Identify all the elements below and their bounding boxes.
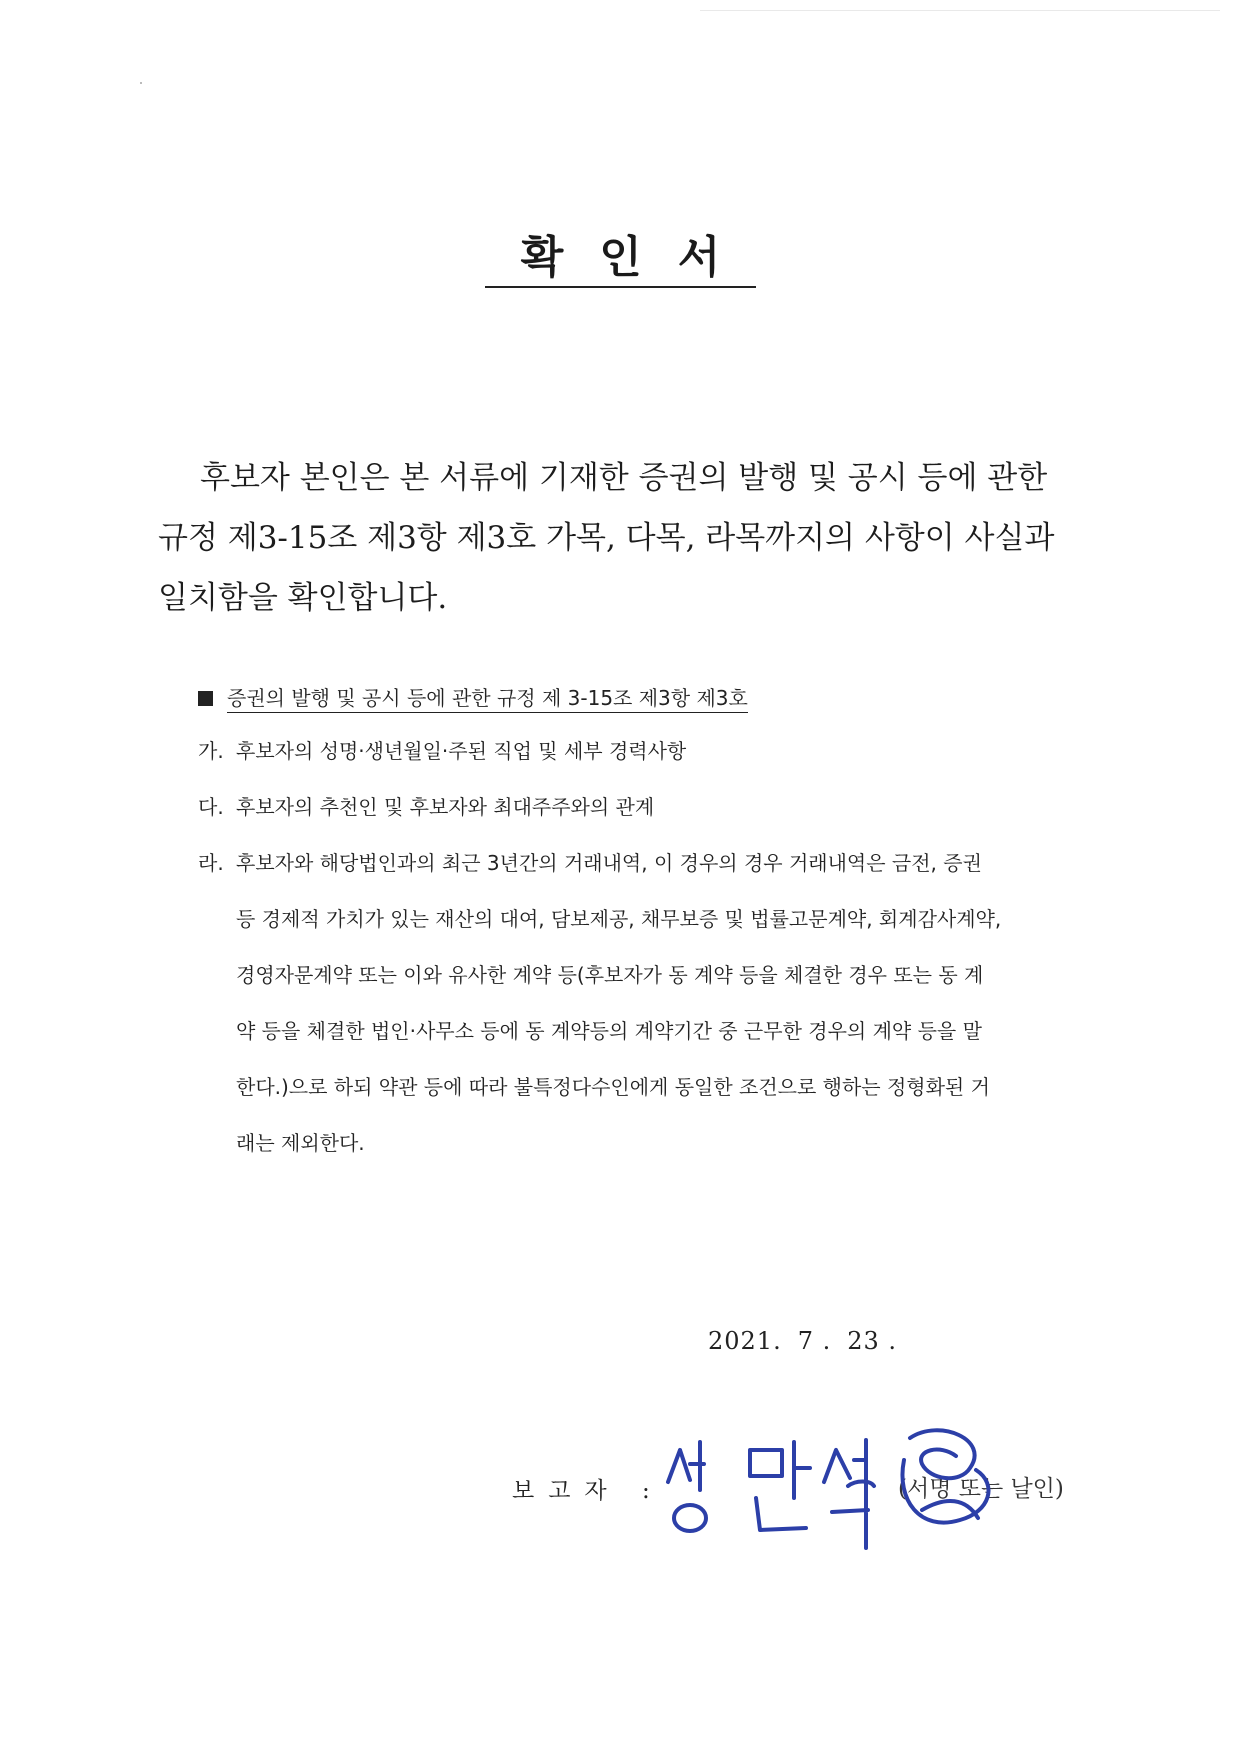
item-text: 후보자의 성명·생년월일·주된 직업 및 세부 경력사항	[236, 739, 687, 763]
item-marker: 가.	[198, 739, 224, 763]
title-text: 확인서	[485, 232, 757, 288]
item-text: 후보자와 해당법인과의 최근 3년간의 거래내역, 이 경우의 경우 거래내역은 금전, 증권	[236, 851, 982, 875]
handwritten-signature	[660, 1420, 1020, 1570]
signature-note: (서명 또는 날인)	[898, 1476, 1064, 1502]
regulation-heading	[198, 682, 748, 711]
item-marker: 다.	[198, 795, 224, 819]
item-ra-continuation-line: 경영자문계약 또는 이와 유사한 계약 등(후보자가 동 계약 등을 체결한 경우 또는 동 계	[236, 963, 984, 987]
signature-seal-scribble	[902, 1430, 988, 1522]
date-month: 7 .	[797, 1327, 832, 1355]
item-ra-continuation-line: 한다.)으로 하되 약관 등에 따라 불특정다수인에게 동일한 조건으로 행하는 정형화된 거	[236, 1075, 990, 1099]
signature-stroke	[750, 1442, 810, 1530]
document-title	[0, 232, 1241, 288]
list-item-ra	[198, 847, 982, 876]
regulation-heading-text: 증권의 발행 및 공시 등에 관한 규정 제 3-15조 제3항 제3호	[227, 686, 748, 713]
document-date	[708, 1327, 913, 1355]
date-day: 23 .	[847, 1327, 898, 1355]
item-ra-continuation-line: 등 경제적 가치가 있는 재산의 대여, 담보제공, 채무보증 및 법률고문계약, 회계감사계약,	[236, 907, 1002, 931]
paragraph-line-1: 후보자 본인은 본 서류에 기재한 증권의 발행 및 공시 등에 관한	[200, 460, 1048, 496]
black-square-bullet-icon	[198, 691, 213, 706]
signature-stroke	[824, 1440, 874, 1548]
paragraph-line-2: 규정 제3-15조 제3항 제3호 가목, 다목, 라목까지의 사항이 사실과	[158, 520, 1055, 556]
signature-stroke	[668, 1442, 704, 1490]
scan-artifact-line	[700, 10, 1220, 11]
list-item-ga	[198, 735, 686, 764]
scan-artifact-dot	[140, 82, 142, 84]
list-item-da	[198, 791, 654, 820]
item-ra-continuation-line: 약 등을 체결한 법인·사무소 등에 동 계약등의 계약기간 중 근무한 경우의 계약 등을 말	[236, 1019, 982, 1043]
item-marker: 라.	[198, 851, 224, 875]
signature-stroke	[674, 1505, 706, 1531]
item-text: 후보자의 추천인 및 후보자와 최대주주와의 관계	[236, 795, 655, 819]
paragraph-line-3: 일치함을 확인합니다.	[158, 580, 448, 616]
item-ra-continuation-line: 래는 제외한다.	[236, 1131, 365, 1155]
date-year: 2021.	[708, 1327, 782, 1355]
reporter-label: 보고자 :	[512, 1478, 664, 1504]
